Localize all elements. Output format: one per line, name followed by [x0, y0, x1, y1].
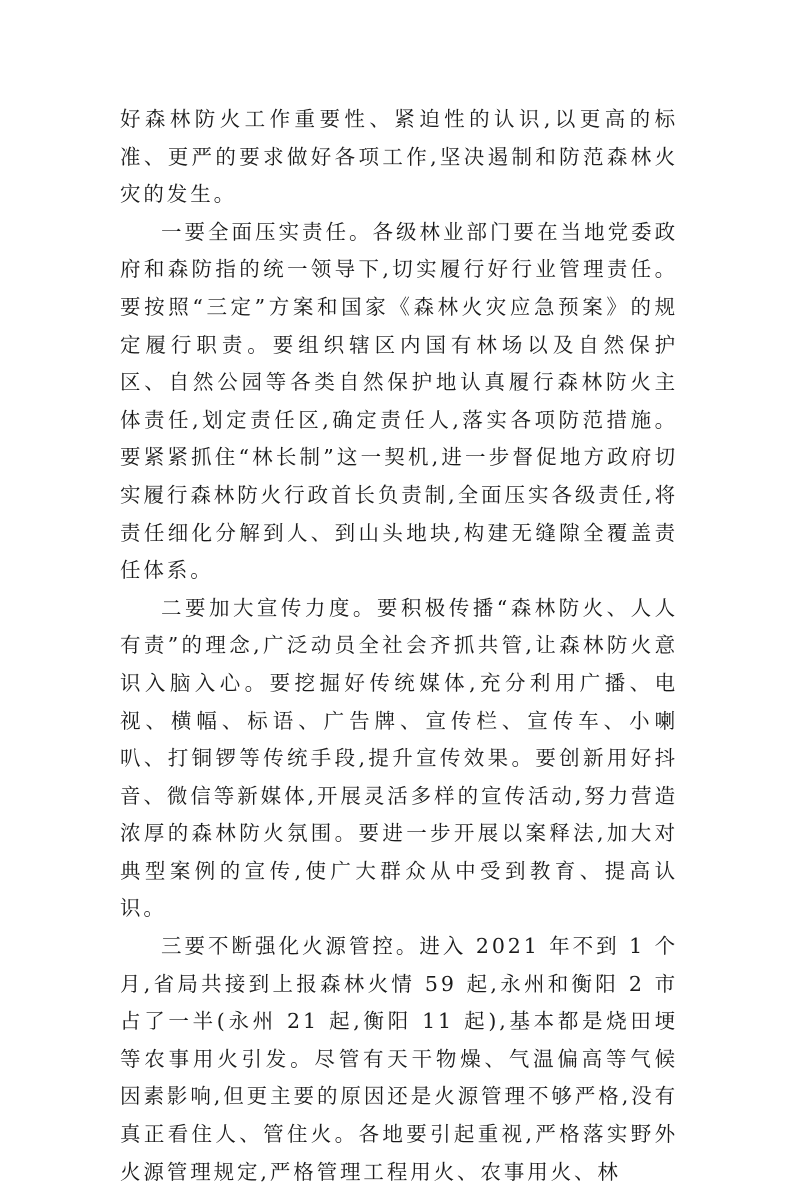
paragraph-fire-source-control: 三要不断强化火源管控。进入 2021 年不到 1 个月,省局共接到上报森林火情 59 起,永州和衡阳 2 市占了一半(永州 21 起,衡阳 11 起),基本都是烧田埂等农事用火引发。尽管有天干物燥、气温偏高等气候因素影响,但更主要的原因还是火源管理不够严格,没有真正看住人、管住火。各地要引起重视,严格落实野外火源管理规定,严格管理工程用火、农事用火、林	[120, 934, 678, 1184]
paragraph-publicity: 二要加大宣传力度。要积极传播“森林防火、人人有责”的理念,广泛动员全社会齐抓共管,让森林防火意识入脑入心。要挖掘好传统媒体,充分利用广播、电视、横幅、标语、广告牌、宣传栏、宣传车、小喇叭、打铜锣等传统手段,提升宣传效果。要创新用好抖音、微信等新媒体,开展灵活多样的宣传活动,努力营造浓厚的森林防火氛围。要进一步开展以案释法,加大对典型案例的宣传,使广大群众从中受到教育、提高认识。	[120, 595, 678, 921]
paragraph-responsibility: 一要全面压实责任。各级林业部门要在当地党委政府和森防指的统一领导下,切实履行好行业管理责任。要按照“三定”方案和国家《森林火灾应急预案》的规定履行职责。要组织辖区内国有林场以及自然保护区、自然公园等各类自然保护地认真履行森林防火主体责任,划定责任区,确定责任人,落实各项防范措施。要紧紧抓住“林长制”这一契机,进一步督促地方政府切实履行森林防火行政首长负责制,全面压实各级责任,将责任细化分解到人、到山头地块,构建无缝隙全覆盖责任体系。	[120, 219, 678, 583]
body-text	[120, 101, 678, 1191]
paragraph-continuation: 好森林防火工作重要性、紧迫性的认识,以更高的标准、更严的要求做好各项工作,坚决遏制和防范森林火灾的发生。	[120, 107, 678, 207]
